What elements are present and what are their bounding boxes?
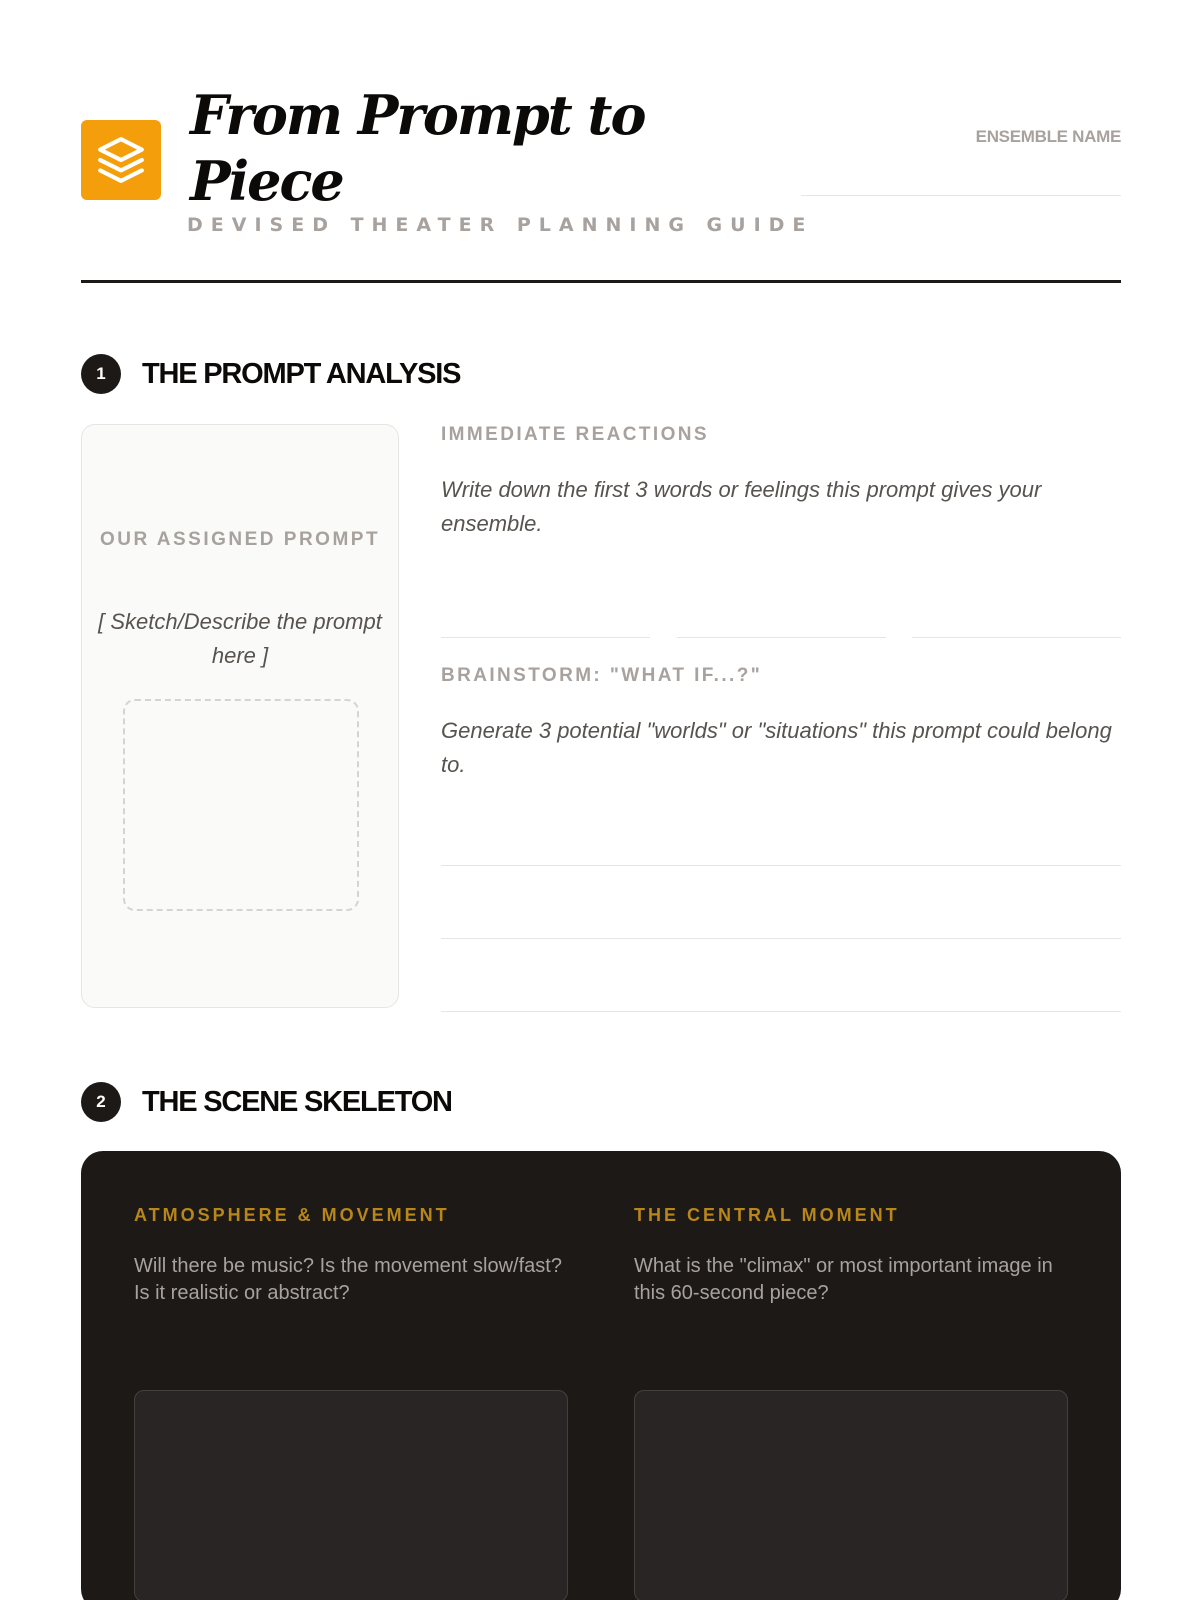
section-1-number: 1	[81, 354, 121, 394]
assigned-prompt-label: OUR ASSIGNED PROMPT	[99, 529, 381, 550]
brainstorm-instruction: Generate 3 potential "worlds" or "situations" this prompt could belong to.	[441, 718, 1112, 777]
section-1-heading	[81, 354, 460, 394]
section-2-heading	[81, 1082, 452, 1122]
central-moment-instruction: What is the "climax" or most important image in this 60-second piece?	[634, 1255, 1053, 1304]
section-2-title: THE SCENE SKELETON	[142, 1085, 452, 1118]
reaction-line-1[interactable]	[441, 637, 650, 638]
atmosphere-instruction: Will there be music? Is the movement slow/fast? Is it realistic or abstract?	[134, 1255, 562, 1304]
section-1-title: THE PROMPT ANALYSIS	[142, 357, 461, 390]
page-title: From Prompt to Piece	[190, 83, 645, 213]
scene-skeleton-panel	[81, 1151, 1121, 1600]
atmosphere-column	[134, 1205, 568, 1307]
atmosphere-label: ATMOSPHERE & MOVEMENT	[134, 1205, 450, 1225]
prompt-sketch-area[interactable]	[123, 699, 359, 911]
brainstorm-line-2[interactable]	[441, 938, 1121, 939]
immediate-reactions-instruction: Write down the first 3 words or feelings this prompt gives your ensemble.	[441, 477, 1042, 536]
ensemble-name-field[interactable]	[801, 195, 1121, 196]
ensemble-name-label: ENSEMBLE NAME	[975, 127, 1121, 146]
brainstorm-block	[441, 665, 1121, 782]
immediate-reactions-block	[441, 424, 1121, 541]
page-subtitle: DEVISED THEATER PLANNING GUIDE	[187, 214, 814, 236]
brainstorm-label: BRAINSTORM: "WHAT IF...?"	[441, 665, 763, 686]
worksheet-page	[81, 0, 1121, 1600]
central-moment-answer-box[interactable]	[634, 1390, 1068, 1600]
immediate-reactions-label: IMMEDIATE REACTIONS	[441, 424, 709, 445]
assigned-prompt-hint: [ Sketch/Describe the prompt here ]	[98, 609, 382, 668]
atmosphere-answer-box[interactable]	[134, 1390, 568, 1600]
brainstorm-line-1[interactable]	[441, 865, 1121, 866]
section-2-number: 2	[81, 1082, 121, 1122]
central-moment-label: THE CENTRAL MOMENT	[634, 1205, 900, 1225]
brainstorm-line-3[interactable]	[441, 1011, 1121, 1012]
reaction-line-3[interactable]	[912, 637, 1121, 638]
central-moment-column	[634, 1205, 1068, 1307]
reaction-line-2[interactable]	[677, 637, 886, 638]
assigned-prompt-card	[81, 424, 399, 1008]
header-divider	[81, 280, 1121, 283]
layers-icon	[81, 120, 161, 200]
